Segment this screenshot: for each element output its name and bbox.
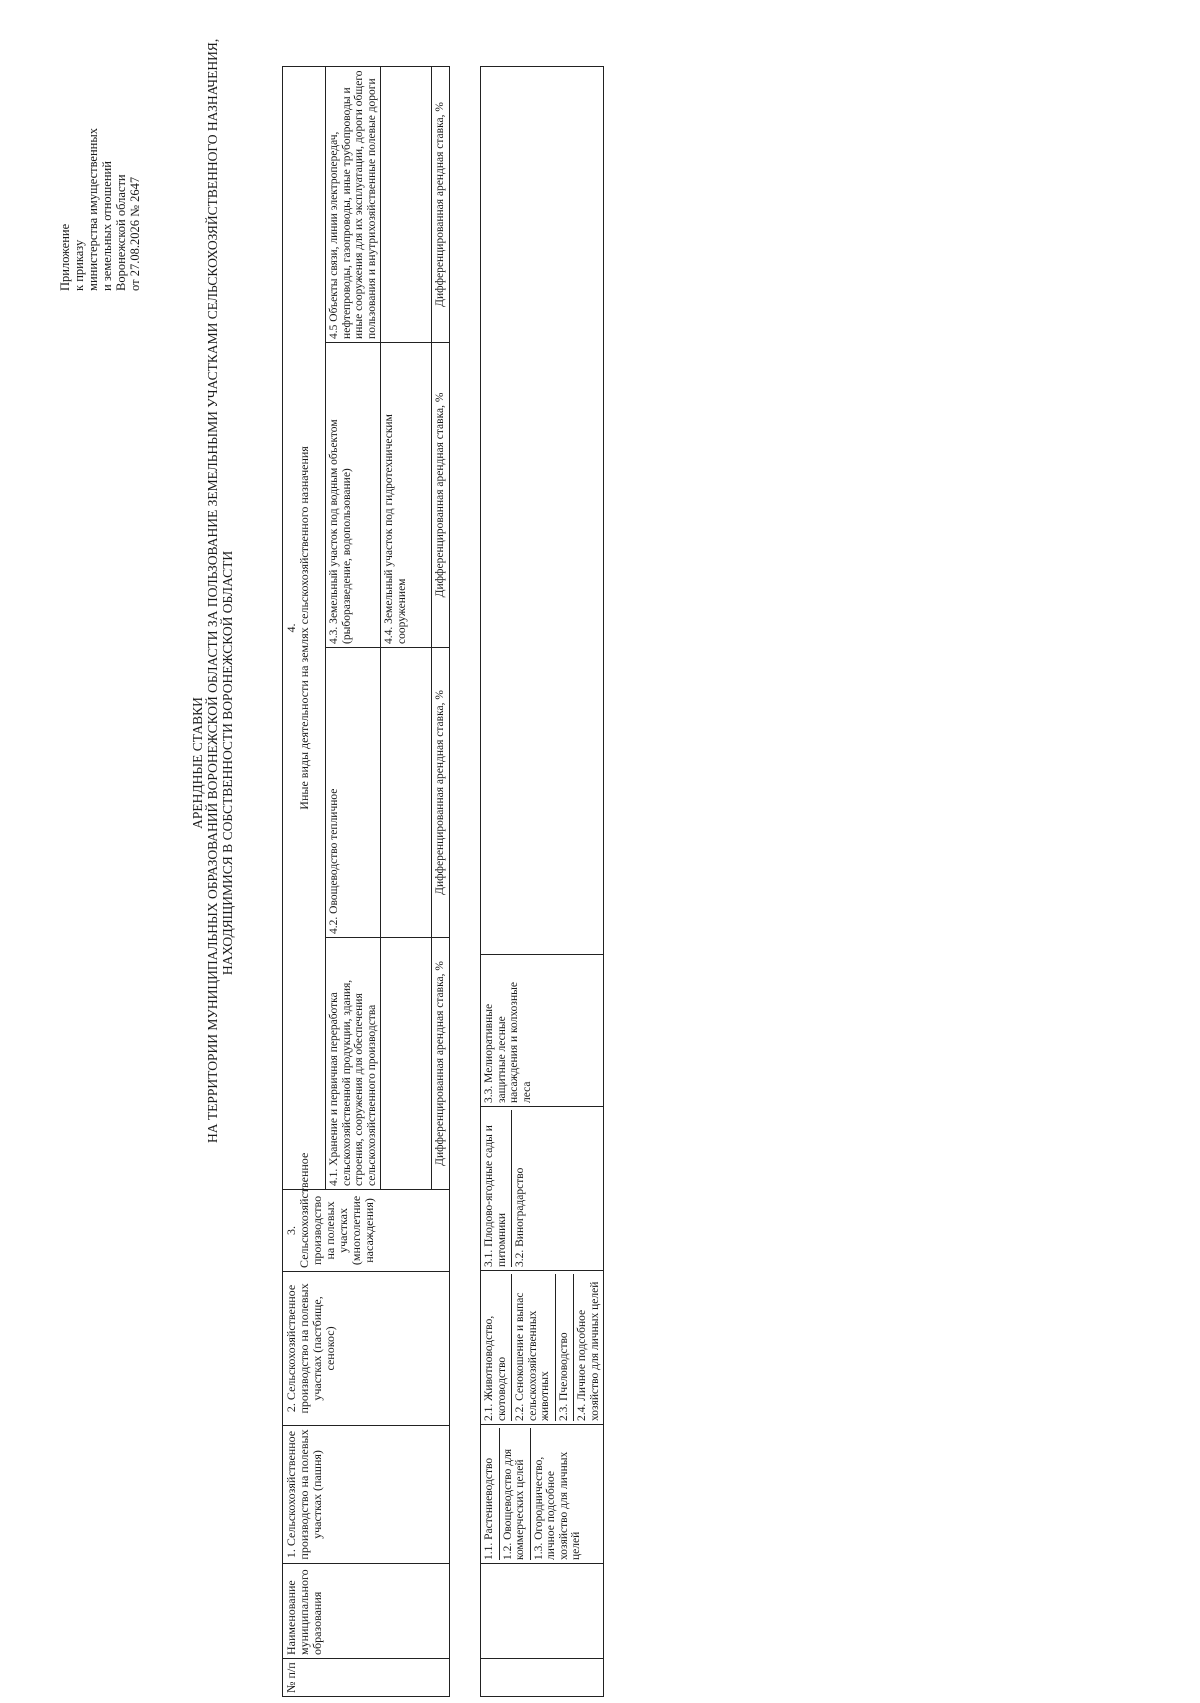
subheader-1-1: 1.1. Растениеводство: [483, 1457, 495, 1560]
subheader-3-1: 3.1. Плодово-ягодные сады и питомники: [483, 1125, 508, 1267]
rates-table: [282, 66, 450, 1697]
appendix-line: и земельных отношений: [100, 161, 114, 291]
subheader-1-3: 1.3. Огородничество, личное подсобное хозяйство для личных целей: [530, 1428, 583, 1560]
subcategory-row: [481, 66, 604, 1696]
subheader-2-4: 2.4. Личное подсобное хозяйство для личных целей: [573, 1274, 601, 1421]
subheader-4-3: 4.3. Земельный участок под водным объектом (рыборазведение, водопользование): [326, 342, 381, 647]
appendix-line: Приложение: [58, 223, 72, 291]
subheader-4-5-cont: [381, 66, 432, 342]
subheader-4-2-cont: [381, 647, 432, 937]
empty-cell: [481, 1564, 604, 1659]
header-group-3: 3. Сельскохозяйственное производство на полевых участках (многолетние насаждения): [283, 1189, 450, 1271]
appendix-line: к приказу: [72, 239, 86, 291]
subheader-4-1: 4.1. Хранение и первичная переработка сельскохозяйственной продукции, здания, строения, сооружения для обеспечения сельскохозяйственного производства: [326, 937, 381, 1189]
header-num: № п/п: [283, 1659, 450, 1697]
document-title: [190, 38, 235, 1143]
subheader-1: [481, 1425, 604, 1564]
header-group-4-label: Иные виды деятельности на землях сельскохозяйственного назначения: [297, 446, 311, 810]
rates-data-table: [480, 66, 604, 1697]
header-group-2: 2. Сельскохозяйственное производство на полевых участках (пастбище, сенокос): [283, 1271, 450, 1425]
subheader-1-2: 1.2. Овощеводство для коммерческих целей: [499, 1428, 527, 1560]
empty-cell: [481, 1659, 604, 1697]
subheader-3-2: 3.2. Виноградарство: [511, 1110, 527, 1267]
rate-label: Дифференцированная арендная ставка, %: [432, 342, 450, 647]
title-line: НАХОДЯЩИМИСЯ В СОБСТВЕННОСТИ ВОРОНЕЖСКОЙ ОБЛАСТИ: [220, 550, 235, 976]
rate-label: Дифференцированная арендная ставка, %: [432, 937, 450, 1189]
subheader-2-1: 2.1. Животноводство, скотоводство: [483, 1315, 508, 1421]
header-group-1: 1. Сельскохозяйственное производство на полевых участках (пашня): [283, 1425, 450, 1563]
subheader-4-5: 4.5 Объекты связи, линии электропередач, нефтепроводы, газопроводы, иные трубопроводы и иные сооружения для их эксплуатации, дороги общего пользования и внутрихозяйственные полевые дороги: [326, 66, 381, 342]
header-name: Наименование муниципального образования: [283, 1564, 450, 1659]
subheader-2: [481, 1271, 604, 1425]
appendix-line: министерства имущественных: [86, 128, 100, 291]
subheader-4-1-cont: [381, 937, 432, 1189]
subheader-3-3: 3.3. Мелиоративные защитные лесные насаждения и колхозные леса: [481, 955, 604, 1107]
title-line: НА ТЕРРИТОРИИ МУНИЦИПАЛЬНЫХ ОБРАЗОВАНИЙ ВОРОНЕЖСКОЙ ОБЛАСТИ ЗА ПОЛЬЗОВАНИЕ ЗЕМЕЛЬНЫМИ УЧАСТКАМИ СЕЛЬСКОХОЗЯЙСТВЕННОГО НАЗНАЧЕНИЯ,: [205, 38, 220, 1143]
subheader-3a: [481, 1107, 604, 1271]
subheader-4-2: 4.2. Овощеводство тепличное: [326, 647, 381, 937]
rate-label: Дифференцированная арендная ставка, %: [432, 647, 450, 937]
header-group-4-num: 4.: [284, 623, 298, 633]
subheader-4-4: 4.4. Земельный участок под гидротехническим сооружением: [381, 342, 432, 647]
header-group-4: [283, 66, 326, 1189]
appendix-block: [58, 128, 142, 291]
subheader-2-2: 2.2. Сенокошение и выпас сельскохозяйственных животных: [511, 1274, 552, 1421]
header-row-groups: [283, 66, 326, 1696]
appendix-line: Воронежской области: [114, 174, 128, 291]
rate-label: Дифференцированная арендная ставка, %: [432, 66, 450, 342]
appendix-line: от 27.08.2026 № 2647: [128, 176, 142, 291]
title-line: АРЕНДНЫЕ СТАВКИ: [190, 697, 205, 829]
subheader-2-3: 2.3. Пчеловодство: [555, 1274, 571, 1421]
empty-cell: [481, 66, 604, 954]
